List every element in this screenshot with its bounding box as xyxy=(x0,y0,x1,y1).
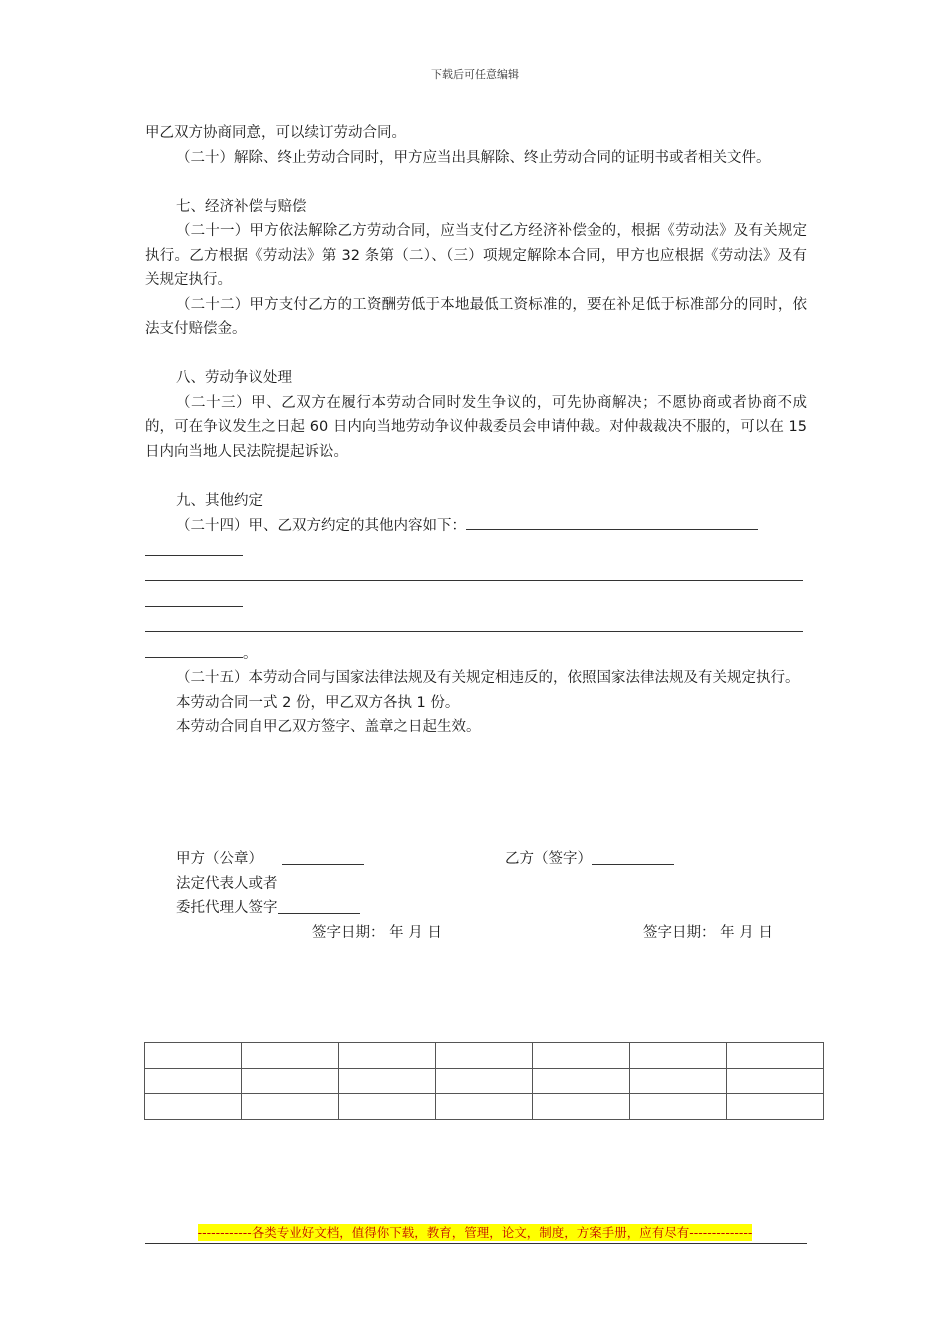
paragraph xyxy=(145,641,807,667)
table-cell xyxy=(533,1094,630,1120)
table-cell xyxy=(436,1094,533,1120)
section-heading: 八、劳动争议处理 xyxy=(176,370,292,386)
table-cell xyxy=(630,1094,727,1120)
party-b-signature xyxy=(505,847,674,868)
table-cell xyxy=(630,1068,727,1094)
blank-line xyxy=(145,539,243,556)
paragraph: 甲乙双方协商同意，可以续订劳动合同。 xyxy=(145,125,406,141)
representative-sign-label: 委托代理人签字 xyxy=(176,900,278,916)
paragraph: （二十五）本劳动合同与国家法律法规及有关规定相违反的，依照国家法律法规及有关规定执行。 xyxy=(176,670,800,686)
empty-table xyxy=(144,1042,824,1120)
period: 。 xyxy=(243,645,258,662)
table-cell xyxy=(533,1043,630,1069)
representative-label: 法定代表人或者 xyxy=(176,876,278,892)
table-cell xyxy=(436,1068,533,1094)
table-cell xyxy=(145,1094,242,1120)
table-cell xyxy=(145,1068,242,1094)
table-cell xyxy=(727,1068,824,1094)
party-a-seal xyxy=(176,847,364,868)
table-cell xyxy=(242,1043,339,1069)
page-footer xyxy=(0,1222,950,1241)
table-cell xyxy=(339,1094,436,1120)
sign-date-a: 签字日期： 年 月 日 xyxy=(312,925,442,941)
blank-line xyxy=(466,513,758,530)
page-header: 下载后可任意编辑 xyxy=(431,68,519,81)
blank-line xyxy=(145,641,243,658)
representative-signature-line xyxy=(278,897,360,914)
section-heading: 七、经济补偿与赔偿 xyxy=(176,198,307,215)
paragraph: （二十）解除、终止劳动合同时，甲方应当出具解除、终止劳动合同的证明书或者相关文件。 xyxy=(176,149,771,166)
blank-line xyxy=(145,590,243,607)
contract-body xyxy=(145,121,807,740)
table-cell xyxy=(242,1094,339,1120)
table-cell xyxy=(533,1068,630,1094)
footer-banner: ------------各类专业好文档，值得你下载，教育，管理，论文，制度，方案手册，应有尽有-------------- xyxy=(197,1225,753,1240)
table-cell xyxy=(242,1068,339,1094)
paragraph: （二十二）甲方支付乙方的工资酬劳低于本地最低工资标准的，要在补足低于标准部分的同时，依法支付赔偿金。 xyxy=(145,296,807,337)
table-cell xyxy=(727,1094,824,1120)
table-row xyxy=(145,1094,824,1120)
paragraph: （二十三）甲、乙双方在履行本劳动合同时发生争议的，可先协商解决；不愿协商或者协商不成的，可在争议发生之日起 60 日内向当地劳动争议仲裁委员会申请仲裁。对仲裁裁决不服的，可以在 15 日内向当地人民法院提起诉讼。 xyxy=(145,394,807,460)
footer-divider xyxy=(145,1243,807,1244)
table-cell xyxy=(145,1043,242,1069)
table-row xyxy=(145,1043,824,1069)
party-a-seal-line xyxy=(282,848,364,865)
table-cell xyxy=(727,1043,824,1069)
section-heading: 九、其他约定 xyxy=(176,492,263,509)
paragraph xyxy=(145,513,807,539)
other-terms-label: （二十四）甲、乙双方约定的其他内容如下： xyxy=(176,518,466,534)
paragraph: （二十一）甲方依法解除乙方劳动合同，应当支付乙方经济补偿金的，根据《劳动法》及有关规定执行。乙方根据《劳动法》第 32 条第（二）、（三）项规定解除本合同，甲方也应根据《劳动法》及有关规定执行。 xyxy=(145,223,807,288)
table-cell xyxy=(339,1043,436,1069)
party-a-label: 甲方（公章） xyxy=(176,851,263,867)
party-b-label: 乙方（签字） xyxy=(505,851,592,867)
table-cell xyxy=(436,1043,533,1069)
paragraph: 本劳动合同自甲乙双方签字、盖章之日起生效。 xyxy=(176,719,481,735)
table-row xyxy=(145,1068,824,1094)
sign-date-b: 签字日期： 年 月 日 xyxy=(643,925,773,941)
blank-line xyxy=(145,564,803,581)
table-cell xyxy=(630,1043,727,1069)
blank-line xyxy=(145,615,803,632)
table-cell xyxy=(339,1068,436,1094)
paragraph: 本劳动合同一式 2 份，甲乙双方各执 1 份。 xyxy=(176,694,460,711)
party-b-signature-line xyxy=(592,848,674,865)
representative-signature xyxy=(176,896,360,917)
